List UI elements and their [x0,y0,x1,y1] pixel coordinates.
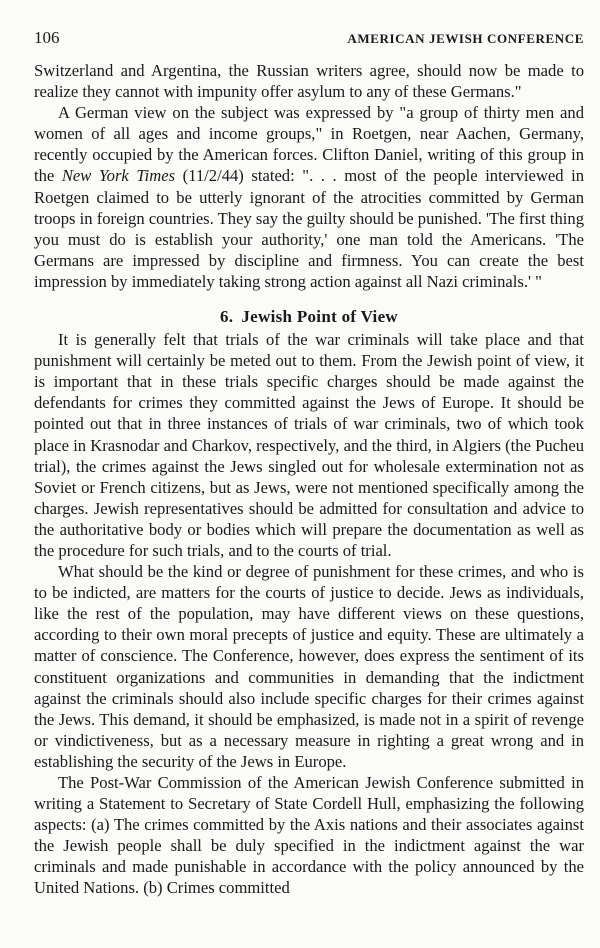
document-page [34,28,584,899]
paragraph-post-war-commission: The Post-War Commission of the American Jewish Conference submitted in writing a Statement to Secretary of State Cordell Hull, emphasizing the following aspects: (a) The crimes committed by the Axis nations and their associates against the Jewish people shall be duly specified in the indictment against the war criminals and made punishable in accordance with the policy announced by the United Nations. (b) Crimes committed [34,773,584,898]
paragraph-continued: Switzerland and Argentina, the Russian writers agree, should now be made to realize they cannot with impunity offer asylum to any of these Germans." [34,61,584,102]
section-heading [34,306,584,328]
running-title: AMERICAN JEWISH CONFERENCE [347,31,584,46]
page-number: 106 [34,28,60,47]
paragraph-trials: It is generally felt that trials of the war criminals will take place and that punishment will certainly be meted out to them. From the Jewish point of view, it is important that in these trials specific charges should be made against the defendants for crimes they committed against the Jews of Europe. It should be pointed out that in three instances of trials of war criminals, two of which took place in Krasnodar and Charkov, respectively, and the third, in Algiers (the Pucheu trial), the crimes against the Jews singled out for wholesale extermination not as Soviet or French citizens, but as Jews, were not mentioned specifically among the charges. Jewish representatives should be admitted for consultation and advice to the authoritative body or bodies which will prepare the documentation as well as the procedure for such trials, and to the courts of trial. [34,330,584,560]
running-head [34,28,584,52]
paragraph-german-view [34,102,584,292]
section-title: Jewish Point of View [241,307,398,327]
paragraph-text-after: (11/2/44) stated: ". . . most of the people interviewed in Roetgen claimed to be utterly ignorant of the atrocities committed by German troops in foreign countries. They say the guilty should be punished. 'The first thing you must do is establish your authority,' one man told the Americans. 'The Germans are impressed by discipline and firmness. You can create the best impression by immediately taking strong action against all Nazi criminals.' " [34,166,585,291]
newspaper-title: New York Times [61,166,176,186]
paragraph-punishment: What should be the kind or degree of punishment for these crimes, and who is to be indicted, are matters for the courts of justice to decide. Jews as individuals, like the rest of the population, may have different views on these questions, according to their own moral precepts of justice and equity. These are ultimately a matter of conscience. The Conference, however, does express the sentiment of its constituent organizations and communities in demanding that the indictment against the criminals should also include specific charges for their crimes against the Jews. This demand, it should be emphasized, is made not in a spirit of revenge or vindictiveness, but as a necessary measure in righting a great wrong and in establishing the security of the Jews in Europe. [34,562,584,771]
section-number: 6. [220,307,234,327]
paragraph-text-before: A German view on the subject was expressed by "a group of thirty men and women of all ages and income groups," in Roetgen, near Aachen, Germany, recently occupied by the American forces. Clifton Daniel, writing of this group in the [34,103,584,186]
